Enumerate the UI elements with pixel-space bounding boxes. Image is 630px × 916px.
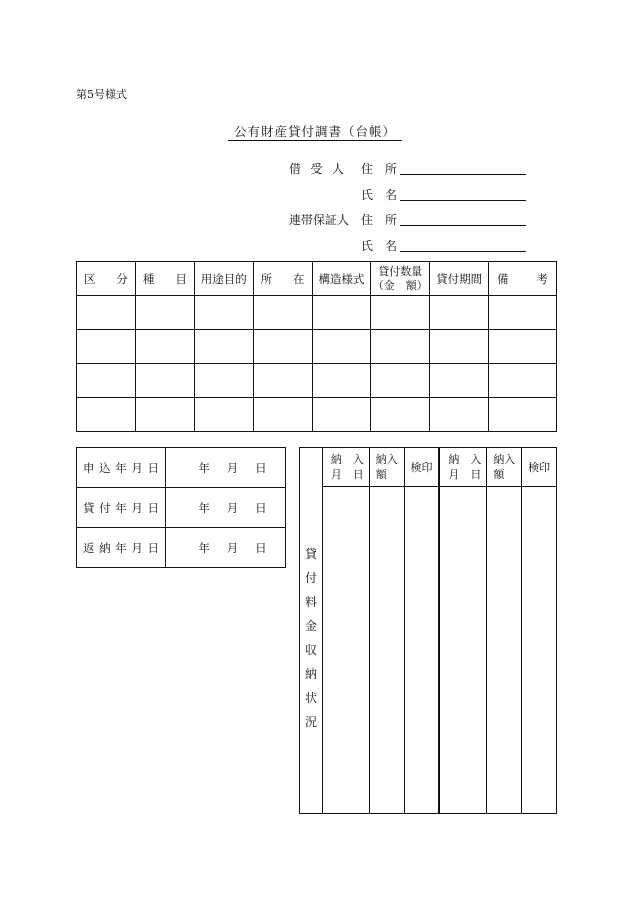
table-cell[interactable] bbox=[194, 398, 253, 432]
header-quantity-bottom: （金 額） bbox=[372, 278, 428, 292]
label-char: 納 bbox=[99, 540, 111, 555]
table-cell[interactable] bbox=[77, 364, 136, 398]
header-char: 種 bbox=[142, 271, 155, 286]
side-label-char: 料 bbox=[304, 595, 317, 609]
header-char: 月 bbox=[330, 468, 342, 481]
table-cell[interactable] bbox=[430, 330, 489, 364]
table-cell[interactable] bbox=[135, 330, 194, 364]
pay-amount-cell[interactable] bbox=[369, 487, 404, 814]
label-char: 年 bbox=[115, 540, 127, 555]
unit-year: 年 bbox=[198, 500, 210, 515]
date-value-field[interactable] bbox=[166, 528, 286, 568]
header-category bbox=[77, 262, 136, 296]
table-cell[interactable] bbox=[135, 398, 194, 432]
table-cell[interactable] bbox=[430, 398, 489, 432]
header-purpose: 用途目的 bbox=[194, 262, 253, 296]
side-label-char: 貸 bbox=[304, 547, 317, 561]
label-char: 返 bbox=[83, 540, 95, 555]
dates-table bbox=[76, 447, 286, 568]
header-seal: 検印 bbox=[404, 448, 439, 487]
header-char: 分 bbox=[116, 271, 128, 286]
payment-body-row bbox=[300, 487, 557, 814]
label-char: 年 bbox=[115, 500, 127, 515]
table-cell[interactable] bbox=[194, 364, 253, 398]
unit-year: 年 bbox=[198, 540, 210, 555]
header-char: 日 bbox=[470, 468, 482, 481]
table-cell[interactable] bbox=[430, 296, 489, 330]
side-label-char: 況 bbox=[304, 715, 317, 729]
borrower-label-char: 人 bbox=[331, 162, 345, 176]
header-char: 日 bbox=[352, 468, 364, 481]
table-cell[interactable] bbox=[489, 398, 557, 432]
borrower-label-char: 借 bbox=[289, 162, 303, 176]
guarantor-address-field[interactable] bbox=[400, 225, 526, 226]
table-cell[interactable] bbox=[489, 296, 557, 330]
table-cell[interactable] bbox=[430, 364, 489, 398]
table-row bbox=[77, 364, 557, 398]
table-cell[interactable] bbox=[77, 296, 136, 330]
borrower-address-label: 住 所 bbox=[361, 162, 398, 176]
label-char: 月 bbox=[131, 460, 143, 475]
table-cell[interactable] bbox=[312, 398, 371, 432]
pay-date-cell[interactable] bbox=[322, 487, 369, 814]
table-cell[interactable] bbox=[371, 398, 430, 432]
table-cell[interactable] bbox=[371, 364, 430, 398]
date-label bbox=[77, 488, 166, 528]
side-label-char: 金 bbox=[304, 619, 317, 633]
unit-day: 日 bbox=[255, 460, 267, 475]
date-row-return bbox=[77, 528, 286, 568]
label-char: 込 bbox=[99, 460, 111, 475]
unit-year: 年 bbox=[198, 460, 210, 475]
table-cell[interactable] bbox=[77, 330, 136, 364]
header-period: 貸付期間 bbox=[430, 262, 489, 296]
header-char: 区 bbox=[84, 271, 96, 286]
side-label-char: 納 bbox=[304, 667, 317, 681]
unit-day: 日 bbox=[255, 540, 267, 555]
header-char: 納 bbox=[330, 453, 342, 466]
table-cell[interactable] bbox=[135, 364, 194, 398]
header-pay-date bbox=[322, 448, 369, 487]
header-quantity-top: 貸付数量 bbox=[378, 264, 423, 278]
date-label bbox=[77, 448, 166, 488]
header-char: 所 bbox=[260, 271, 273, 286]
header-text: 額 bbox=[375, 468, 387, 481]
guarantor-address-label: 住 所 bbox=[361, 213, 398, 227]
date-row-lease bbox=[77, 488, 286, 528]
payment-side-label bbox=[300, 448, 323, 814]
header-text: 納入 bbox=[493, 453, 516, 466]
unit-month: 月 bbox=[226, 500, 239, 515]
table-cell[interactable] bbox=[253, 364, 312, 398]
table-cell[interactable] bbox=[371, 296, 430, 330]
header-quantity bbox=[371, 262, 430, 296]
table-cell[interactable] bbox=[312, 364, 371, 398]
header-seal: 検印 bbox=[522, 448, 557, 487]
document-title bbox=[0, 122, 630, 140]
unit-month: 月 bbox=[226, 460, 239, 475]
label-char: 月 bbox=[131, 540, 143, 555]
lease-items-table bbox=[76, 261, 557, 432]
borrower-label bbox=[289, 160, 345, 177]
form-number: 第5号様式 bbox=[76, 88, 127, 101]
table-cell[interactable] bbox=[77, 398, 136, 432]
header-pay-amount bbox=[487, 448, 522, 487]
guarantor-name-label: 氏 名 bbox=[361, 239, 398, 253]
header-pay-amount bbox=[369, 448, 404, 487]
unit-month: 月 bbox=[226, 540, 239, 555]
header-text: 納入 bbox=[375, 453, 398, 466]
date-value-field[interactable] bbox=[166, 488, 286, 528]
header-char: 備 bbox=[497, 271, 509, 286]
seal-cell[interactable] bbox=[404, 487, 439, 814]
table-cell[interactable] bbox=[253, 330, 312, 364]
payment-header-row bbox=[300, 448, 557, 487]
header-char: 在 bbox=[293, 271, 305, 286]
table-row bbox=[77, 296, 557, 330]
table-cell[interactable] bbox=[253, 398, 312, 432]
header-text: 額 bbox=[493, 468, 505, 481]
header-type bbox=[135, 262, 194, 296]
payment-status-table bbox=[299, 447, 557, 814]
label-char: 月 bbox=[131, 500, 143, 515]
label-char: 日 bbox=[147, 500, 159, 515]
table-cell[interactable] bbox=[371, 330, 430, 364]
header-char: 目 bbox=[175, 271, 187, 286]
borrower-address-field[interactable] bbox=[400, 174, 526, 175]
side-label-char: 付 bbox=[304, 571, 317, 585]
label-char: 申 bbox=[83, 460, 95, 475]
label-char: 年 bbox=[115, 460, 127, 475]
table-cell[interactable] bbox=[194, 330, 253, 364]
table-cell[interactable] bbox=[312, 296, 371, 330]
pay-amount-cell[interactable] bbox=[487, 487, 522, 814]
unit-day: 日 bbox=[255, 500, 267, 515]
document-title-text: 公有財産貸付調書（台帳） bbox=[228, 124, 402, 141]
side-label-char: 状 bbox=[304, 691, 317, 705]
header-char: 月 bbox=[448, 468, 460, 481]
table-row bbox=[77, 330, 557, 364]
header-char: 入 bbox=[470, 453, 482, 466]
guarantor-label: 連帯保証人 bbox=[289, 213, 350, 227]
seal-cell[interactable] bbox=[522, 487, 557, 814]
date-row-application bbox=[77, 448, 286, 488]
table-row bbox=[77, 398, 557, 432]
header-pay-date bbox=[439, 448, 486, 487]
header-location bbox=[253, 262, 312, 296]
label-char: 日 bbox=[147, 540, 159, 555]
side-label-char: 収 bbox=[304, 643, 317, 657]
table-cell[interactable] bbox=[489, 364, 557, 398]
header-char: 入 bbox=[352, 453, 364, 466]
table-cell[interactable] bbox=[253, 296, 312, 330]
header-char: 考 bbox=[536, 271, 548, 286]
table-cell[interactable] bbox=[135, 296, 194, 330]
header-structure: 構造様式 bbox=[312, 262, 371, 296]
borrower-name-field[interactable] bbox=[400, 200, 526, 201]
table-cell[interactable] bbox=[312, 330, 371, 364]
label-char: 付 bbox=[99, 500, 111, 515]
header-remarks bbox=[489, 262, 557, 296]
label-char: 日 bbox=[147, 460, 159, 475]
date-value-field[interactable] bbox=[166, 448, 286, 488]
table-header-row bbox=[77, 262, 557, 296]
table-cell[interactable] bbox=[489, 330, 557, 364]
borrower-label-char: 受 bbox=[310, 162, 324, 176]
pay-date-cell[interactable] bbox=[439, 487, 486, 814]
guarantor-name-field[interactable] bbox=[400, 251, 526, 252]
header-char: 納 bbox=[448, 453, 460, 466]
table-cell[interactable] bbox=[194, 296, 253, 330]
date-label bbox=[77, 528, 166, 568]
label-char: 貸 bbox=[83, 500, 95, 515]
borrower-name-label: 氏 名 bbox=[361, 188, 398, 202]
